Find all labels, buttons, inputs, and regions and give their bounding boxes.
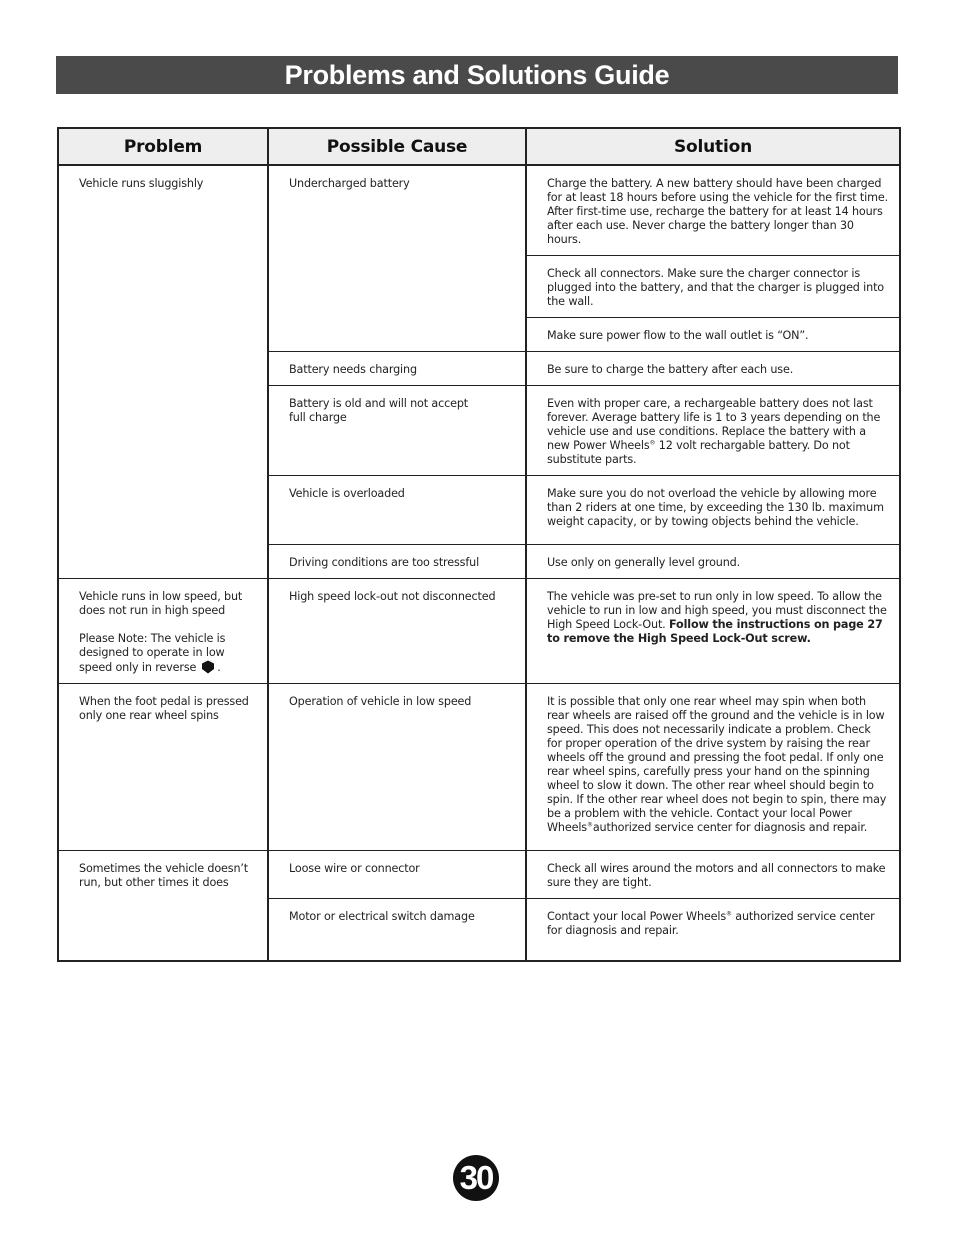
problem-text: Sometimes the vehicle doesn’t run, but other times it does xyxy=(79,862,249,889)
cause-text: Motor or electrical switch damage xyxy=(289,910,475,923)
cause-cell xyxy=(268,851,526,899)
solution-cell xyxy=(526,851,900,899)
table-row xyxy=(58,851,900,899)
cause-cell xyxy=(268,545,526,579)
solution-text: Check all connectors. Make sure the charger connector is plugged into the battery, and that the charger is plugged into the wall. xyxy=(547,267,884,308)
solution-text: Even with proper care, a rechargeable battery does not last forever. Average battery life is 1 to 3 years depending on the vehicle use and use conditions. Replace the battery with a new Power Wheels xyxy=(547,397,881,452)
solution-cell xyxy=(526,579,900,684)
problems-solutions-table xyxy=(57,127,901,962)
cause-text: Driving conditions are too stressful xyxy=(289,556,480,569)
solution-text: Make sure you do not overload the vehicle by allowing more than 2 riders at one time, by exceeding the 130 lb. maximum weight capacity, or by towing objects behind the vehicle. xyxy=(547,487,884,528)
cause-cell xyxy=(268,684,526,851)
problem-text: Vehicle runs sluggishly xyxy=(79,177,204,190)
solution-text-cont: authorized service center for diagnosis and repair. xyxy=(547,910,875,937)
solution-text: Make sure power flow to the wall outlet is “ON”. xyxy=(547,329,809,342)
solution-text: It is possible that only one rear wheel may spin when both rear wheels are raised off the ground and the vehicle is in low speed. This does not necessarily indicate a problem. Check for proper operation of the drive system by raising the rear wheels off the ground and pressing the foot pedal. If only one rear wheel spins, carefully press your hand on the spinning wheel to slow it down. The other rear wheel should begin to spin. If the other rear wheel does not begin to spin, there may be a problem with the vehicle. Contact your local Power Wheels xyxy=(547,695,887,834)
cause-text: Operation of vehicle in low speed xyxy=(289,695,472,708)
solution-text-cont: authorized service center for diagnosis and repair. xyxy=(592,821,868,834)
solution-cell xyxy=(526,256,900,318)
solution-cell xyxy=(526,165,900,256)
solution-cell xyxy=(526,899,900,961)
solution-text: Charge the battery. A new battery should have been charged for at least 18 hours before using the vehicle for the first time. After first-time use, recharge the battery for at least 14 hours after each use. Never charge the battery longer than 30 hours. xyxy=(547,177,889,246)
cause-cell xyxy=(268,165,526,352)
page-number: 30 xyxy=(453,1155,499,1201)
problem-note xyxy=(79,632,257,675)
cause-cell xyxy=(268,386,526,476)
cause-text: Battery needs charging xyxy=(289,363,417,376)
table-row xyxy=(58,684,900,851)
reverse-gear-icon xyxy=(201,660,215,674)
solution-cell xyxy=(526,684,900,851)
problem-cell xyxy=(58,684,268,851)
cause-text: Battery is old and will not accept xyxy=(289,397,469,410)
cause-text: Undercharged battery xyxy=(289,177,410,190)
problem-text: When the foot pedal is pressed only one rear wheel spins xyxy=(79,695,249,722)
cause-text: Vehicle is overloaded xyxy=(289,487,405,500)
solution-cell xyxy=(526,476,900,545)
solution-text: Check all wires around the motors and all connectors to make sure they are tight. xyxy=(547,862,886,889)
solution-text-cont: 12 volt rechargable battery. Do not substitute parts. xyxy=(547,439,850,466)
registered-mark: ® xyxy=(586,821,593,829)
table-header-row xyxy=(58,128,900,165)
cause-text-line2: full charge xyxy=(289,411,347,424)
cause-text: Loose wire or connector xyxy=(289,862,420,875)
solution-text: Contact your local Power Wheels xyxy=(547,910,727,923)
table-row xyxy=(58,579,900,684)
table-row xyxy=(58,165,900,256)
header-solution: Solution xyxy=(526,128,900,165)
solution-text: Use only on generally level ground. xyxy=(547,556,741,569)
solution-cell xyxy=(526,318,900,352)
cause-cell xyxy=(268,352,526,386)
solution-cell xyxy=(526,386,900,476)
solution-text: The vehicle was pre-set to run only in low speed. To allow the vehicle to run in low and high speed, you must disconnect the High Speed Lock-Out. xyxy=(547,590,887,631)
solution-cell xyxy=(526,352,900,386)
cause-cell xyxy=(268,476,526,545)
header-possible-cause: Possible Cause xyxy=(268,128,526,165)
problem-text: Vehicle runs in low speed, but does not run in high speed xyxy=(79,590,243,617)
problem-note-text: Please Note: The vehicle is designed to operate in low speed only in reverse xyxy=(79,632,226,674)
solution-cell xyxy=(526,545,900,579)
solution-text: Be sure to charge the battery after each use. xyxy=(547,363,794,376)
problem-cell xyxy=(58,165,268,579)
problem-cell xyxy=(58,851,268,961)
registered-mark: ® xyxy=(649,439,656,447)
problem-note-end: . xyxy=(217,661,221,674)
solution-bold-text: Follow the instructions on page 27 to remove the High Speed Lock-Out screw. xyxy=(547,618,883,645)
header-problem: Problem xyxy=(58,128,268,165)
problem-cell xyxy=(58,579,268,684)
cause-cell xyxy=(268,899,526,961)
cause-text: High speed lock-out not disconnected xyxy=(289,590,496,603)
cause-cell xyxy=(268,579,526,684)
page-title: Problems and Solutions Guide xyxy=(56,56,898,94)
registered-mark: ® xyxy=(726,910,732,918)
